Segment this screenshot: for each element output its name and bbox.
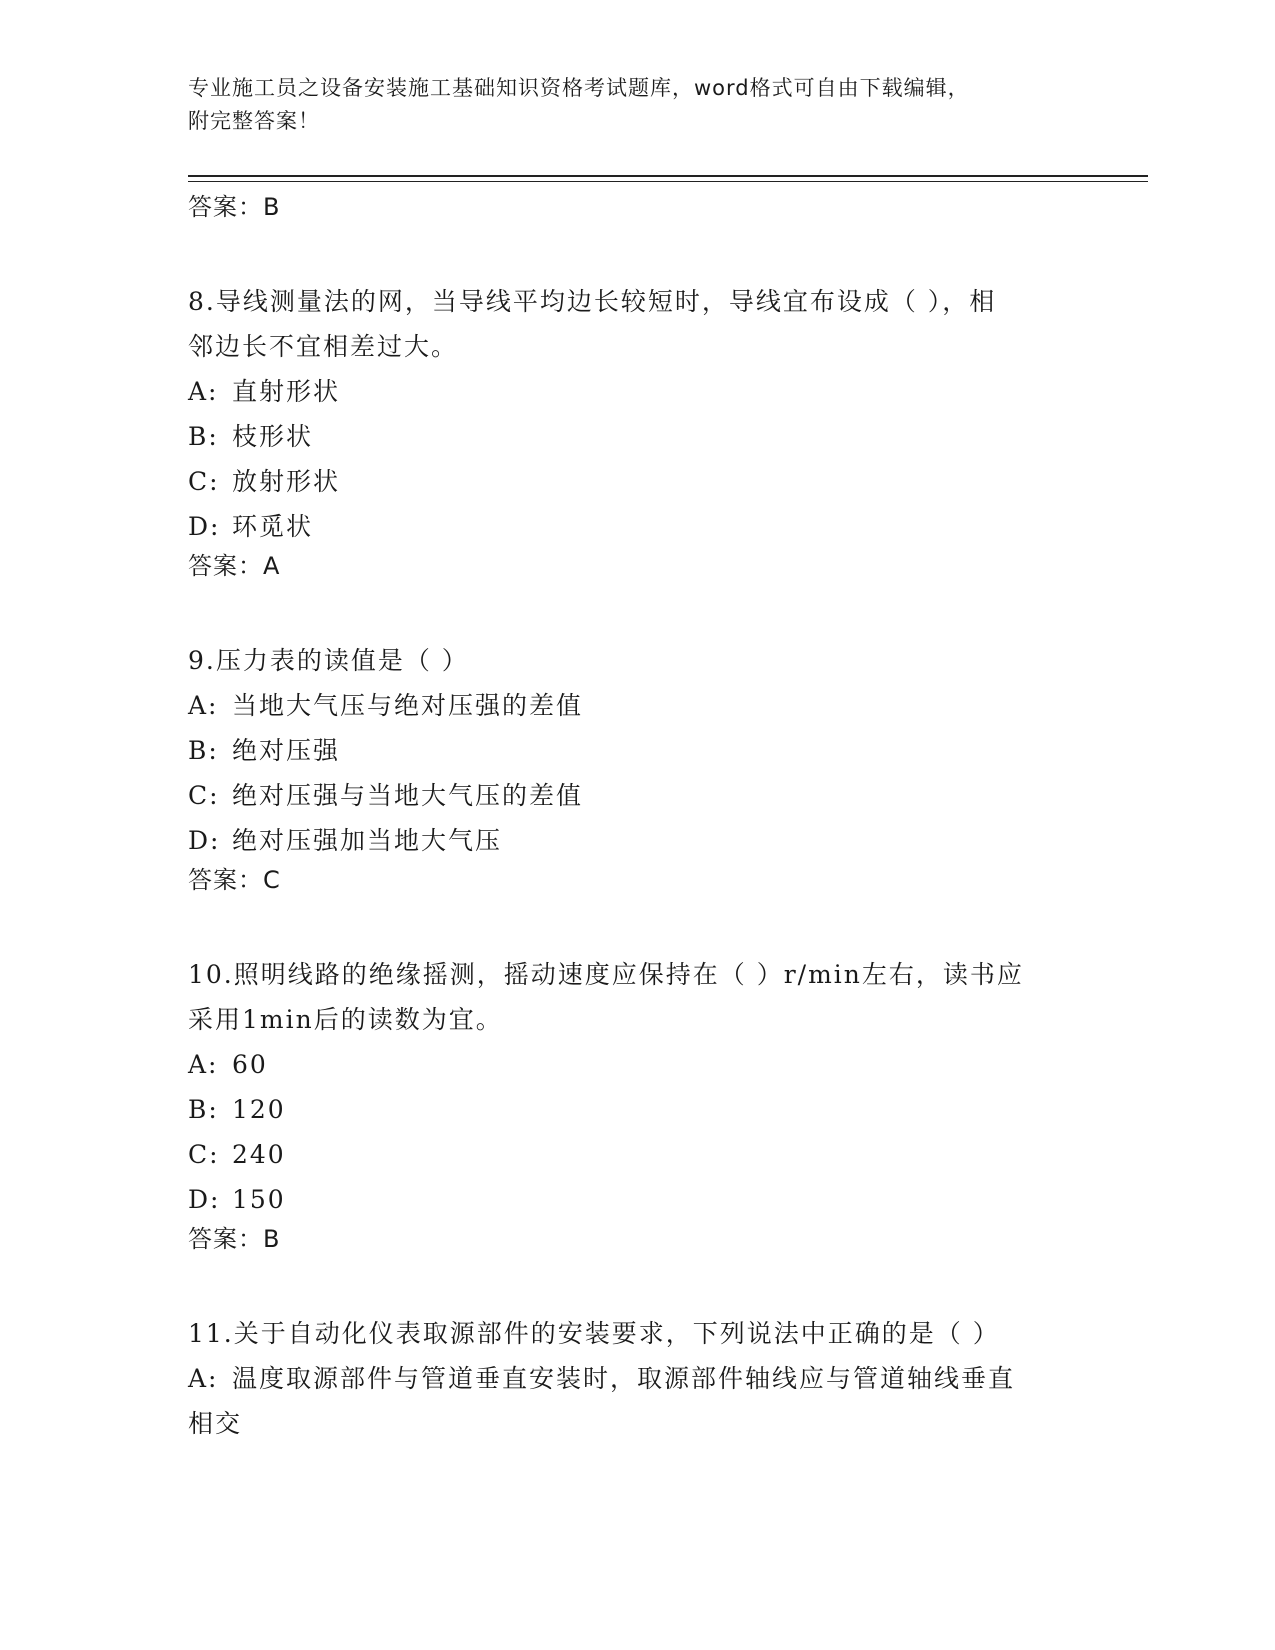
- option-item: [188, 1177, 1088, 1222]
- option-text: 绝对压强加当地大气压: [232, 826, 503, 855]
- question-block: [188, 952, 1088, 1256]
- option-text: 当地大气压与绝对压强的差值: [232, 691, 584, 720]
- option-item: [188, 1132, 1088, 1177]
- question-stem: 采用1min后的读数为宜。: [188, 1005, 503, 1034]
- spacer: [188, 897, 1088, 952]
- option-text: 环觅状: [232, 512, 314, 541]
- question-block: [188, 279, 1088, 583]
- spacer: [188, 224, 1088, 279]
- option-key: B:: [188, 1095, 219, 1124]
- option-key: A:: [188, 691, 219, 720]
- header-divider-thick: [188, 175, 1148, 177]
- document-header: [188, 72, 1088, 138]
- spacer: [188, 1256, 1088, 1311]
- answer-line: 答案：C: [188, 866, 281, 894]
- option-item: [188, 728, 1088, 773]
- question-list: [188, 190, 1088, 1446]
- option-key: D:: [188, 826, 221, 855]
- question-block: [188, 1311, 1088, 1446]
- option-continuation: [188, 1401, 1088, 1446]
- option-item: [188, 1356, 1088, 1401]
- option-item: [188, 1042, 1088, 1087]
- option-text: 绝对压强与当地大气压的差值: [232, 781, 584, 810]
- question-block: [188, 638, 1088, 897]
- header-line-2: 附完整答案！: [188, 109, 320, 133]
- header-divider-thin: [188, 181, 1148, 182]
- question-stem: 10.照明线路的绝缘摇测，摇动速度应保持在（ ）r/min左右，读书应: [188, 960, 1024, 989]
- option-text: 60: [232, 1050, 268, 1079]
- answer-line: 答案：A: [188, 552, 281, 580]
- option-text: 直射形状: [232, 377, 341, 406]
- spacer: [188, 583, 1088, 638]
- option-item: [188, 773, 1088, 818]
- option-text: 240: [232, 1140, 286, 1169]
- option-text: 温度取源部件与管道垂直安装时，取源部件轴线应与管道轴线垂直: [232, 1364, 1016, 1393]
- question-stem: 9.压力表的读值是（ ）: [188, 646, 469, 675]
- question-stem: 11.关于自动化仪表取源部件的安装要求，下列说法中正确的是（ ）: [188, 1319, 1000, 1348]
- option-key: A:: [188, 1050, 219, 1079]
- option-item: [188, 414, 1088, 459]
- option-item: [188, 818, 1088, 863]
- answer-line: 答案：B: [188, 193, 281, 221]
- option-key: D:: [188, 512, 221, 541]
- option-item: [188, 683, 1088, 728]
- option-text: 枝形状: [232, 422, 314, 451]
- question-stem: 8.导线测量法的网，当导线平均边长较短时，导线宜布设成（ ），相: [188, 287, 997, 316]
- question-stem: 邻边长不宜相差过大。: [188, 332, 459, 361]
- option-item: [188, 1087, 1088, 1132]
- option-text: 120: [232, 1095, 286, 1124]
- option-key: D:: [188, 1185, 221, 1214]
- option-key: C:: [188, 1140, 220, 1169]
- option-text: 150: [232, 1185, 286, 1214]
- option-item: [188, 459, 1088, 504]
- header-line-1: 专业施工员之设备安装施工基础知识资格考试题库，word格式可自由下载编辑，: [188, 76, 970, 100]
- answer-line: 答案：B: [188, 1225, 281, 1253]
- option-key: B:: [188, 422, 219, 451]
- option-key: A:: [188, 377, 219, 406]
- option-item: [188, 369, 1088, 414]
- option-key: C:: [188, 781, 220, 810]
- option-key: A:: [188, 1364, 219, 1393]
- option-key: C:: [188, 467, 220, 496]
- option-text: 绝对压强: [232, 736, 341, 765]
- option-text: 放射形状: [232, 467, 341, 496]
- option-item: [188, 504, 1088, 549]
- option-text: 相交: [188, 1409, 243, 1438]
- option-key: B:: [188, 736, 219, 765]
